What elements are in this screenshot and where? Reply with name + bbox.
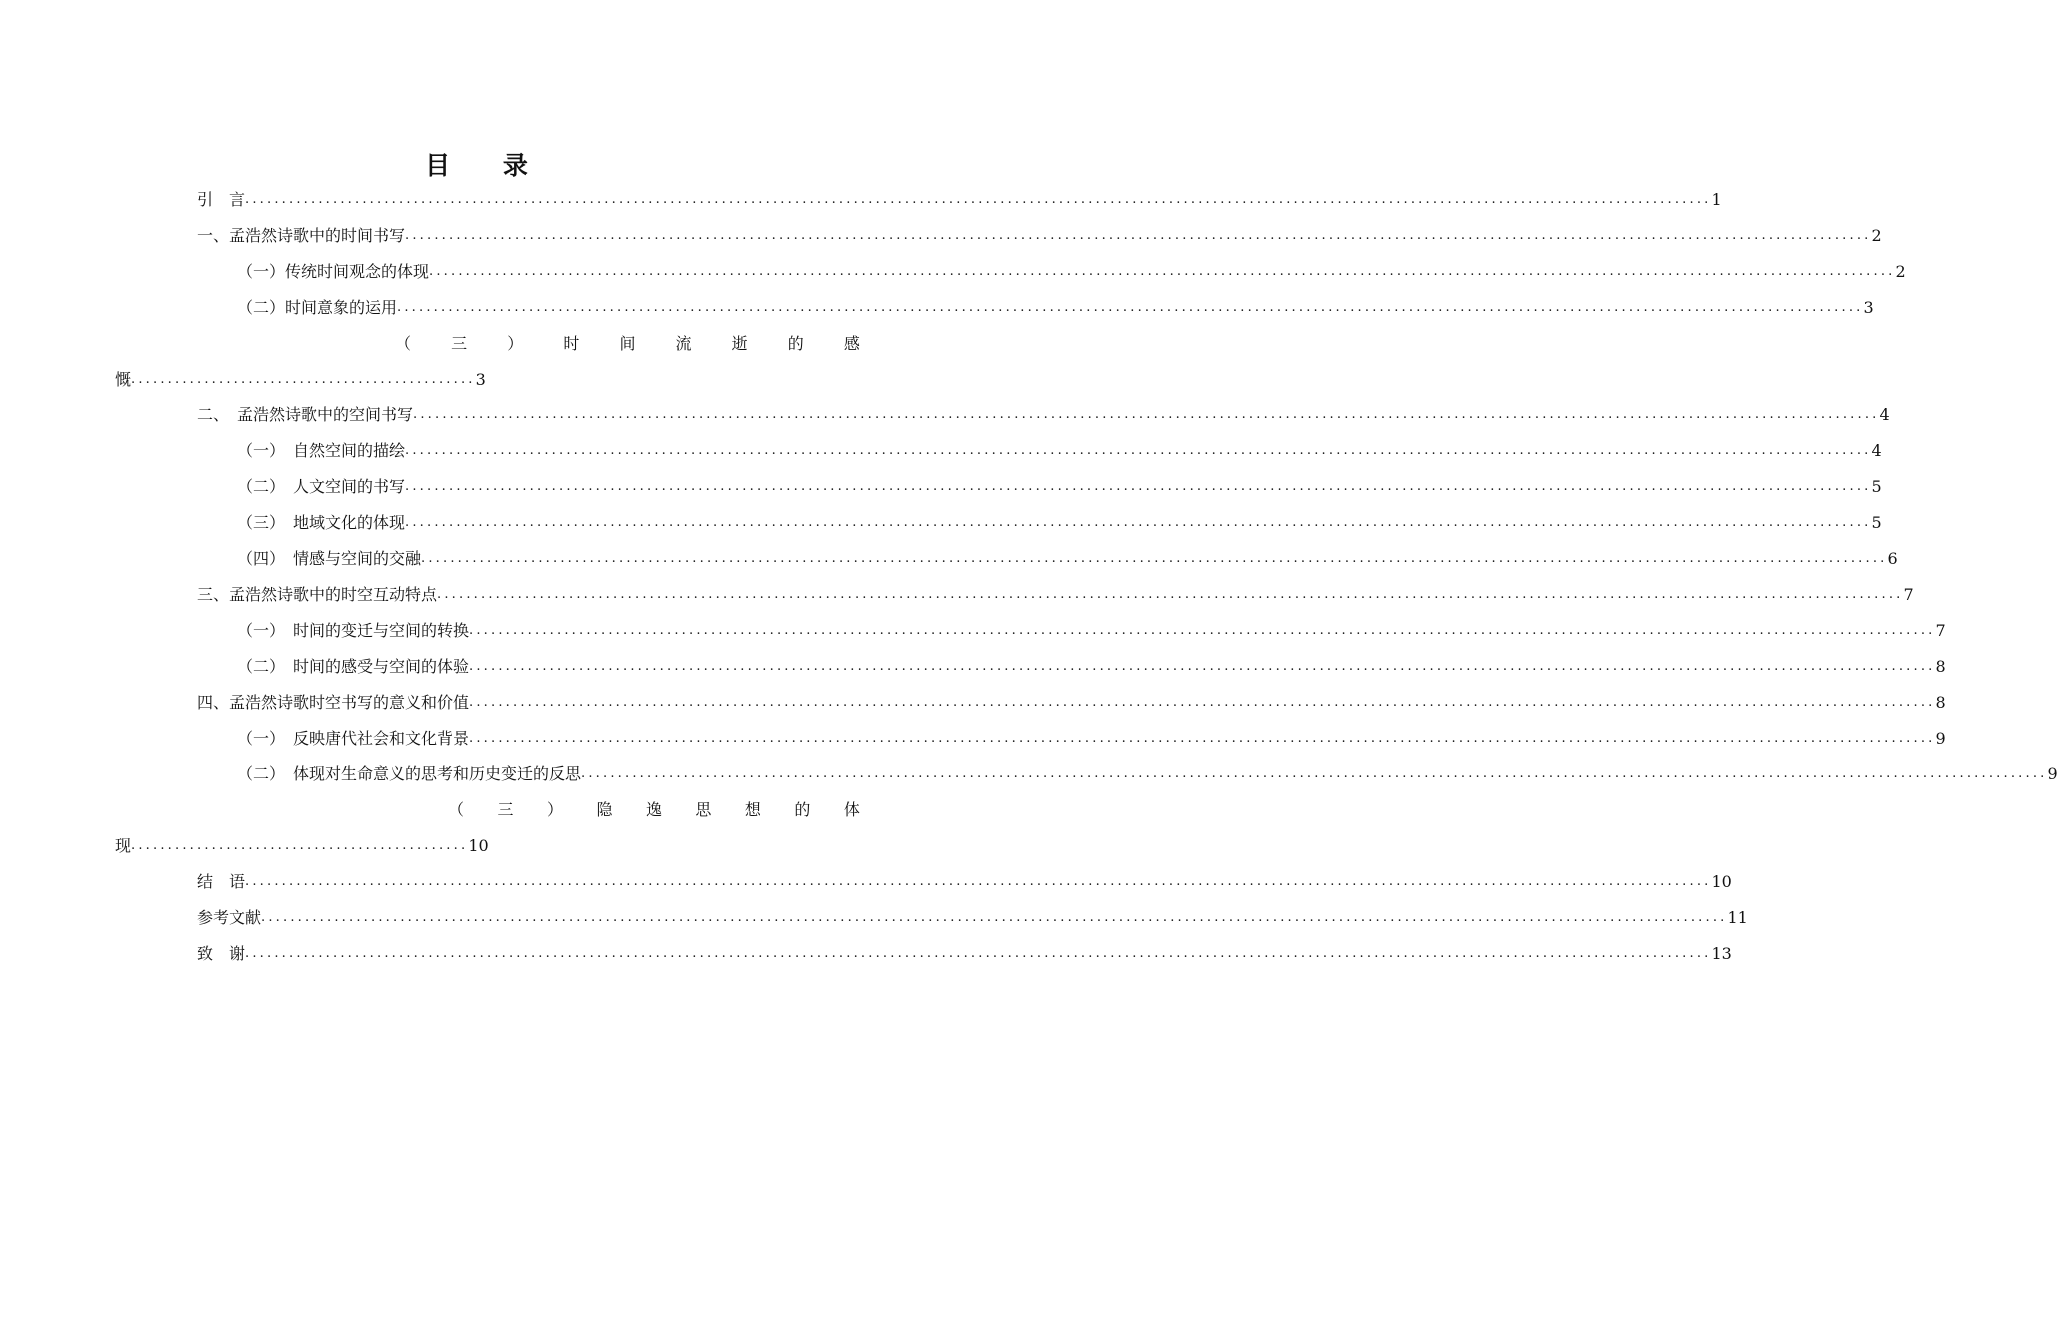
toc-entry[interactable] (197, 870, 1732, 894)
toc-page-number: 9 (2047, 764, 2058, 784)
toc-entry-char: 的 (794, 800, 811, 820)
toc-page-number: 11 (1727, 908, 1748, 927)
toc-entry-char: （ (448, 800, 465, 820)
toc-entry-char: 思 (695, 800, 712, 820)
leader-dots: ........................................................................................................................................................................................................ (421, 551, 1888, 566)
toc-entry-label: （二） 体现对生命意义的思考和历史变迁的反思 (237, 764, 582, 784)
toc-entry-label: （一）传统时间观念的体现 (237, 261, 430, 281)
leader-dots: ........................................................................................................................................................................................................ (469, 622, 1936, 638)
toc-entry[interactable] (237, 260, 1906, 284)
toc-entry[interactable] (237, 727, 1946, 751)
toc-page-number: 8 (1935, 692, 1946, 712)
leader-dots: ........................................................................................................................................................................................................ (469, 694, 1936, 710)
toc-entry[interactable] (237, 475, 1882, 499)
leader-dots: ........................................................................................................................................................................................................ (469, 730, 1936, 746)
toc-page-number: 6 (1887, 549, 1898, 568)
toc-entry[interactable] (237, 511, 1882, 535)
toc-entry-label: （二） 时间的感受与空间的体验 (237, 656, 470, 676)
leader-dots: ........................................................................................................................................................................................................ (405, 515, 1872, 531)
toc-page-number: 2 (1871, 225, 1882, 245)
toc-entry[interactable] (237, 762, 2058, 786)
toc-entry[interactable] (237, 655, 1946, 679)
toc-entry-char: ） (507, 333, 524, 353)
toc-entry[interactable] (197, 188, 1722, 212)
toc-entry-label: （一） 自然空间的描绘 (237, 441, 406, 461)
toc-entry[interactable] (197, 224, 1882, 248)
toc-page-number: 7 (1935, 620, 1946, 640)
toc-entry-char: 隐 (596, 800, 613, 820)
toc-entry-char: ） (546, 800, 563, 820)
toc-entry-char: 感 (843, 333, 860, 353)
toc-page-number: 1 (1711, 190, 1722, 209)
toc-page-number: 13 (1711, 943, 1732, 963)
toc-entry-label: 二、 孟浩然诗歌中的空间书写 (197, 405, 414, 425)
toc-entry-char: 想 (744, 800, 761, 820)
toc-page-number: 10 (1711, 872, 1732, 892)
leader-dots: ........................................................................................................................................................................................................ (397, 299, 1864, 315)
toc-entry-label: 三、孟浩然诗歌中的时空互动特点 (197, 584, 438, 604)
toc-entry[interactable] (197, 403, 1890, 427)
toc-entry-line1[interactable] (395, 332, 860, 356)
leader-dots: .............................................. (131, 838, 469, 854)
toc-page-number: 9 (1935, 728, 1946, 748)
toc-entry-label: 慨 (115, 369, 132, 389)
toc-page-number: 10 (468, 836, 489, 856)
leader-dots: ........................................................................................................................................................................................................ (245, 874, 1712, 890)
toc-page-number: 4 (1871, 441, 1882, 461)
toc-entry-label: （二）时间意象的运用 (237, 297, 398, 317)
leader-dots: ........................................................................................................................................................................................................ (405, 443, 1872, 459)
toc-entry[interactable] (197, 942, 1732, 966)
toc-page-number: 5 (1871, 513, 1882, 533)
toc-page-number: 8 (1935, 656, 1946, 676)
toc-entry-label: 一、孟浩然诗歌中的时间书写 (197, 225, 406, 245)
toc-page-number: 3 (1863, 297, 1874, 317)
leader-dots: ........................................................................................................................................................................................................ (261, 910, 1728, 925)
toc-entry-char: （ (395, 333, 412, 353)
leader-dots: ........................................................................................................................................................................................................ (437, 586, 1904, 602)
toc-page-number: 7 (1903, 584, 1914, 604)
leader-dots: ........................................................................................................................................................................................................ (405, 227, 1872, 243)
toc-entry-char: 三 (451, 333, 468, 353)
toc-entry-char: 三 (497, 800, 514, 820)
toc-entry-char: 体 (843, 800, 860, 820)
leader-dots: ........................................................................................................................................................................................................ (429, 263, 1896, 279)
toc-entry[interactable] (197, 906, 1748, 930)
toc-entry-label: （一） 时间的变迁与空间的转换 (237, 620, 470, 640)
toc-entry[interactable] (237, 547, 1898, 571)
toc-entry[interactable] (237, 296, 1874, 320)
toc-entry-label: （一） 反映唐代社会和文化背景 (237, 728, 470, 748)
toc-entry-line2[interactable] (115, 834, 489, 858)
toc-entry-label: 参考文献 (197, 908, 262, 927)
leader-dots: ........................................................................................................................................................................................................ (405, 479, 1872, 495)
toc-entry-label: 致 谢 (197, 943, 246, 963)
leader-dots: ........................................................................................................................................................................................................ (469, 658, 1936, 674)
toc-page-number: 2 (1895, 261, 1906, 281)
toc-entry-label: （二） 人文空间的书写 (237, 477, 406, 497)
toc-entry-line2[interactable] (115, 368, 486, 392)
toc-entry-char: 的 (787, 333, 804, 353)
toc-page-number: 4 (1879, 405, 1890, 425)
toc-entry-label: 结 语 (197, 872, 246, 892)
toc-entry[interactable] (197, 691, 1946, 715)
toc-entry[interactable] (237, 439, 1882, 463)
toc-entry-char: 逸 (645, 800, 662, 820)
leader-dots: ........................................................................................................................................................................................................ (581, 766, 2048, 782)
leader-dots: ........................................................................................................................................................................................................ (245, 945, 1712, 961)
toc-entry-label: 四、孟浩然诗歌时空书写的意义和价值 (197, 692, 470, 712)
leader-dots: ........................................................................................................................................................................................................ (413, 407, 1880, 423)
toc-entry-char: 流 (675, 333, 692, 353)
toc-entry-label: （三） 地域文化的体现 (237, 513, 406, 533)
toc-entry-label: 现 (115, 836, 132, 856)
toc-entry-line1[interactable] (448, 798, 860, 822)
toc-entry-label: 引 言 (197, 190, 246, 209)
toc-page-number: 3 (475, 369, 486, 389)
leader-dots: ............................................... (131, 371, 476, 387)
toc-page-number: 5 (1871, 477, 1882, 497)
toc-entry-char: 间 (619, 333, 636, 353)
toc-entry-label: （四） 情感与空间的交融 (237, 549, 422, 568)
toc-title: 目 录 (425, 151, 550, 180)
toc-entry[interactable] (237, 619, 1946, 643)
toc-entry-char: 逝 (731, 333, 748, 353)
leader-dots: ........................................................................................................................................................................................................ (245, 192, 1712, 207)
toc-entry[interactable] (197, 583, 1914, 607)
toc-entry-char: 时 (563, 333, 580, 353)
